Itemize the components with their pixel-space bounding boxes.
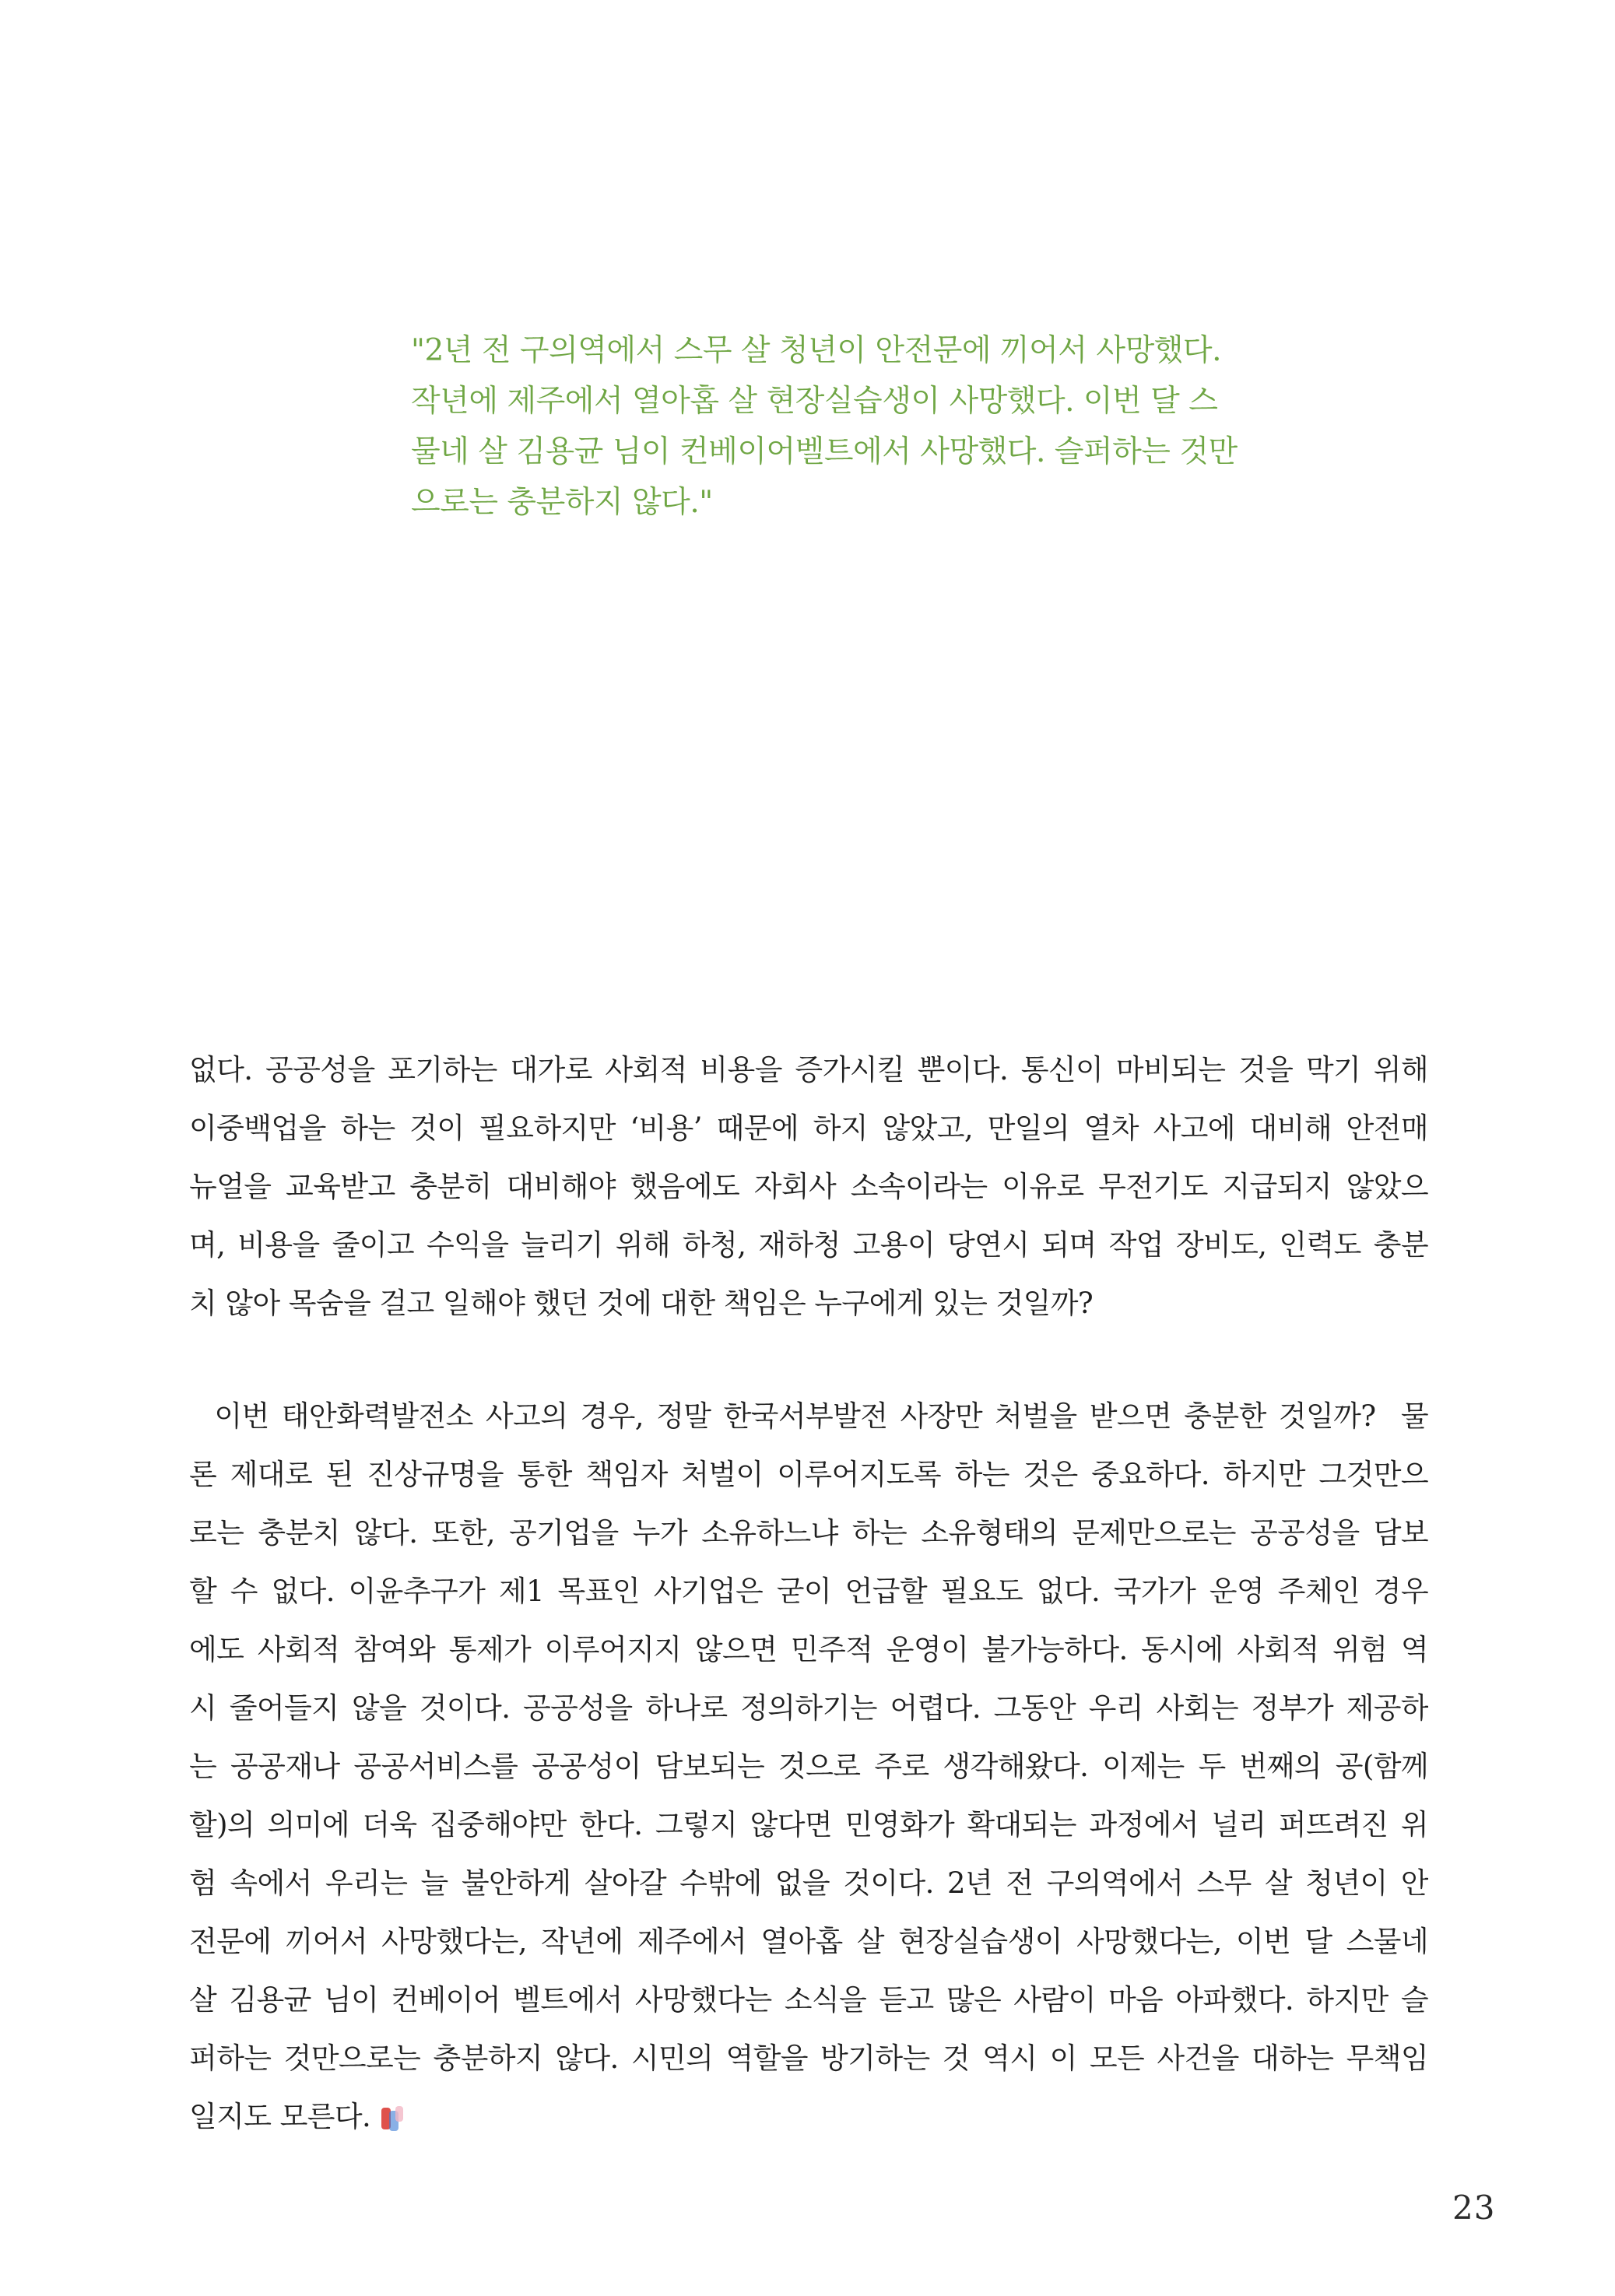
text-line: 없다. 공공성을 포기하는 대가로 사회적 비용을 증가시킬 뿐이다. 통신이 마비되는 것을 막기 위해 (189, 1053, 1428, 1087)
end-mark-icon (378, 2103, 406, 2136)
text-line: 는 공공재나 공공서비스를 공공성이 담보되는 것으로 주로 생각해왔다. 이제는 두 번째의 공(함께 (189, 1750, 1428, 1783)
pull-quote-line: "2년 전 구의역에서 스무 살 청년이 안전문에 끼어서 사망했다. (411, 333, 1222, 368)
text-line: 전문에 끼어서 사망했다는, 작년에 제주에서 열아홉 살 현장실습생이 사망했다는, 이번 달 스물네 (189, 1925, 1428, 1958)
text-line-final (189, 2087, 1428, 2146)
final-sentence: 일지도 모른다. (189, 2100, 371, 2133)
text-line: 험 속에서 우리는 늘 불안하게 살아갈 수밖에 없을 것이다. 2년 전 구의역에서 스무 살 청년이 안 (189, 1866, 1428, 1900)
body-paragraph-2 (189, 1387, 1428, 2146)
pull-quote-line: 물네 살 김용균 님이 컨베이어벨트에서 사망했다. 슬퍼하는 것만 (411, 434, 1238, 469)
pull-quote (411, 325, 1238, 528)
pull-quote-line: 작년에 제주에서 열아홉 살 현장실습생이 사망했다. 이번 달 스 (411, 384, 1218, 419)
text-line: 에도 사회적 참여와 통제가 이루어지지 않으면 민주적 운영이 불가능하다. 동시에 사회적 위험 역 (189, 1633, 1428, 1666)
text-line: 로는 충분치 않다. 또한, 공기업을 누가 소유하느냐 하는 소유형태의 문제만으로는 공공성을 담보 (189, 1516, 1428, 1550)
text-line: 치 않아 목숨을 걸고 일해야 했던 것에 대한 책임은 누구에게 있는 것일까? (189, 1287, 1094, 1320)
pull-quote-line: 으로는 충분하지 않다." (411, 485, 713, 520)
text-line: 며, 비용을 줄이고 수익을 늘리기 위해 하청, 재하청 고용이 당연시 되며 작업 장비도, 인력도 충분 (189, 1228, 1428, 1262)
body-paragraph-1 (189, 1041, 1428, 1332)
text-line: 퍼하는 것만으로는 충분하지 않다. 시민의 역할을 방기하는 것 역시 이 모든 사건을 대하는 무책임 (189, 2041, 1428, 2075)
text-line: 론 제대로 된 진상규명을 통한 책임자 처벌이 이루어지도록 하는 것은 중요하다. 하지만 그것만으 (189, 1458, 1428, 1491)
page-number: 23 (1452, 2189, 1496, 2227)
text-line: 시 줄어들지 않을 것이다. 공공성을 하나로 정의하기는 어렵다. 그동안 우리 사회는 정부가 제공하 (189, 1691, 1428, 1725)
text-line: 이번 태안화력발전소 사고의 경우, 정말 한국서부발전 사장만 처벌을 받으면 충분한 것일까? 물 (189, 1399, 1428, 1433)
text-line: 이중백업을 하는 것이 필요하지만 ‘비용’ 때문에 하지 않았고, 만일의 열차 사고에 대비해 안전매 (189, 1111, 1428, 1145)
text-line: 할)의 의미에 더욱 집중해야만 한다. 그렇지 않다면 민영화가 확대되는 과정에서 널리 퍼뜨려진 위 (189, 1808, 1428, 1841)
text-line: 할 수 없다. 이윤추구가 제1 목표인 사기업은 굳이 언급할 필요도 없다. 국가가 운영 주체인 경우 (189, 1575, 1428, 1608)
text-line: 뉴얼을 교육받고 충분히 대비해야 했음에도 자회사 소속이라는 이유로 무전기도 지급되지 않았으 (189, 1170, 1428, 1203)
text-line: 살 김용균 님이 컨베이어 벨트에서 사망했다는 소식을 듣고 많은 사람이 마음 아파했다. 하지만 슬 (189, 1983, 1428, 2017)
